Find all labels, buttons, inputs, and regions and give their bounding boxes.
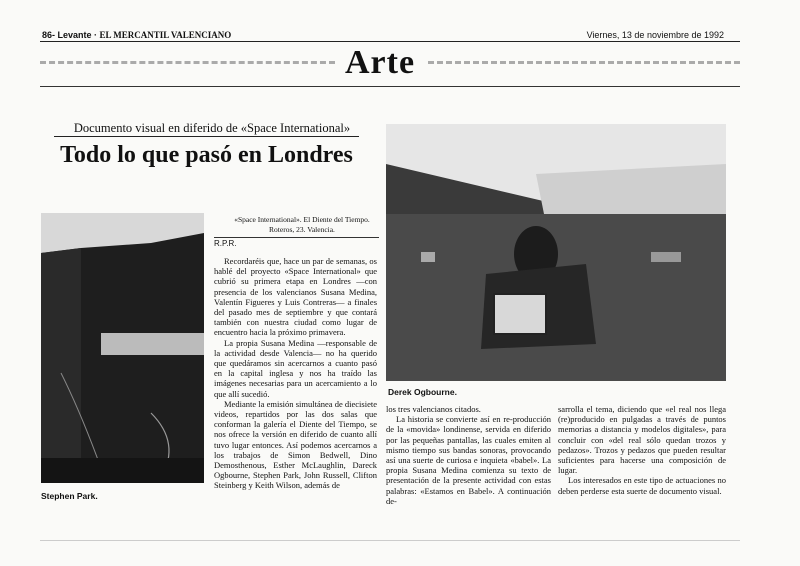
- text-column-2: [386, 404, 551, 506]
- kicker-rule: [54, 136, 359, 137]
- paragraph: La historia se convierte así en re-producción de la «movida» londinense, servida en diferido por las pequeñas pantallas, las cuales emiten al mismo tiempo sus bandas sonoras, provocando así una suerte de curiosa e inquieta «babel». La propia Susana Medina comienza su texto de presentación de la presente actividad con estas palabras: «Estamos en Babel». A continuación de-: [386, 414, 551, 506]
- page-bottom-rule: [40, 540, 740, 541]
- paper-subtitle: EL MERCANTIL VALENCIANO: [99, 30, 232, 40]
- text-column-1: [214, 256, 377, 491]
- credits-rule: [214, 237, 379, 238]
- paragraph: Recordaréis que, hace un par de semanas, os hablé del proyecto «Space International» que cubrió su primera etapa en Londres —con presencia de los valencianos Susana Medina, Valentín Figueres y Luis Contreras— a finales del pasado mes de septiembre y que contará también con nuestra ciudad como lugar de encuentro hacia la próximo primavera.: [214, 256, 377, 338]
- paragraph: Mediante la emisión simultánea de diecisiete videos, repartidos por las dos salas que conforman la galería el Diente del Tiempo, se nos ofrece la versión en diferido de cuanto allí tuvo lugar entonces. Así podemos acercarnos a los trabajos de Simon Bedwell, Dino Demosthenous, Esther McLaughlin, Dareck Ogbourne, Stephen Park, John Russell, Clifton Steinberg y Keith Wilson, además de: [214, 398, 377, 491]
- paper-name: Levante: [57, 30, 92, 40]
- section-bar-left: [40, 61, 335, 64]
- paragraph: sarrolla el tema, diciendo que «el real nos llega (re)producido en pulgadas a través de puntos memorias a distancia y modelos digitales», para concluir con «del real sólo quedan trozos y pedazos». Trozos y pedazos que pueden resultar suficientes para hacerse una composición de lugar.: [558, 404, 726, 476]
- section-rule: [40, 86, 740, 87]
- paragraph: los tres valencianos citados.: [386, 404, 481, 414]
- page-number: 86-: [42, 30, 56, 40]
- photo-derek-ogbourne: [386, 124, 726, 381]
- text-column-3: [558, 404, 726, 496]
- paragraph: La propia Susana Medina —responsable de la actividad desde Valencia— no ha querido que quedáramos sin acercarnos a cuanto pasó en la capital inglesa y nos ha traído las imágenes necesarias para un acercamiento a lo que allí sucedió.: [214, 337, 377, 399]
- photo-caption: Stephen Park.: [41, 491, 98, 501]
- section-bar-right: [428, 61, 740, 64]
- photo-stephen-park: [41, 213, 204, 483]
- exhibition-credits: «Space International». El Diente del Tiempo. Roteros, 23. Valencia.: [234, 215, 370, 234]
- photo-caption: Derek Ogbourne.: [388, 387, 457, 397]
- section-title: Arte: [345, 44, 416, 81]
- issue-date: Viernes, 13 de noviembre de 1992: [586, 30, 724, 40]
- header-rule: [40, 41, 740, 42]
- byline: R.P.R.: [214, 239, 237, 248]
- article-headline: Todo lo que pasó en Londres: [60, 142, 353, 168]
- article-kicker: Documento visual en diferido de «Space International»: [73, 121, 351, 135]
- paragraph: Los interesados en este tipo de actuaciones no deben perderse esta suerte de documento visual.: [558, 475, 726, 496]
- page-folio: 86- Levante · EL MERCANTIL VALENCIANO: [42, 30, 232, 40]
